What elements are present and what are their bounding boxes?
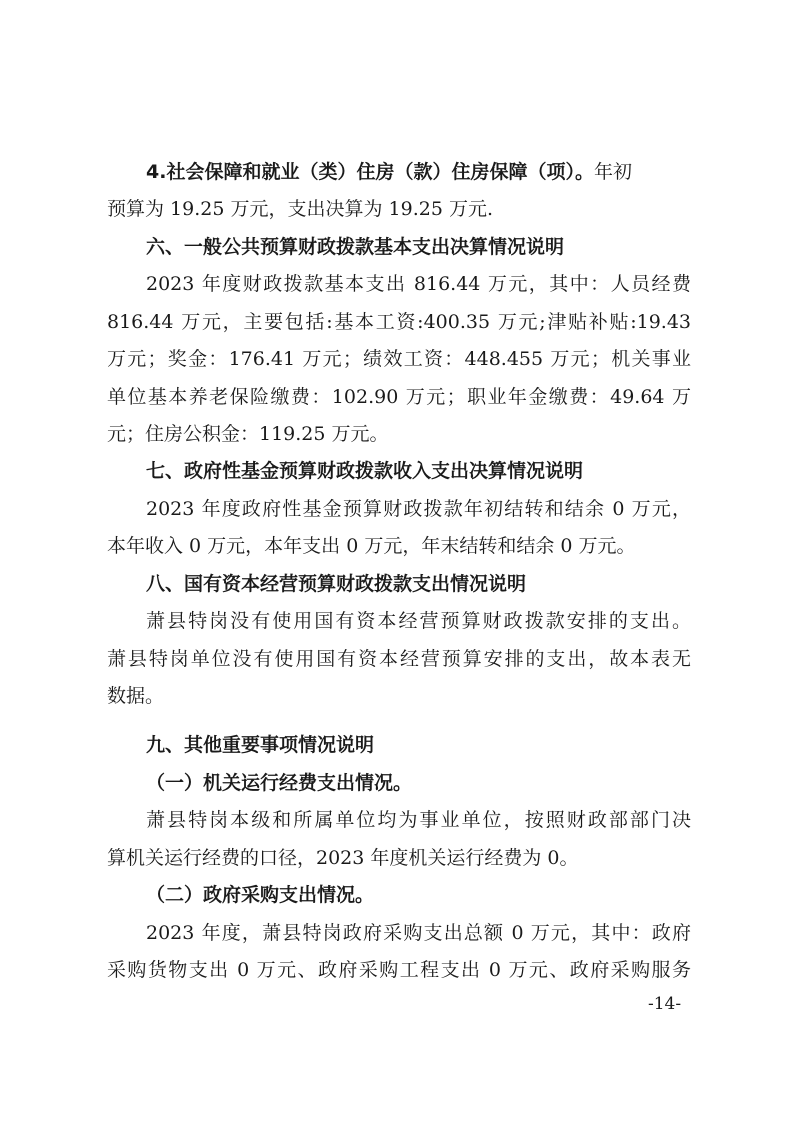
section-7-paragraph-line: 2023 年度政府性基金预算财政拨款年初结转和结余 0 万元， <box>146 498 691 520</box>
section-6-paragraph-line: 万元；奖金：176.41 万元；绩效工资：448.455 万元；机关事业 <box>107 348 691 370</box>
section-6-paragraph-line: 元；住房公积金：119.25 万元。 <box>107 423 389 445</box>
section-8-paragraph-line: 萧县特岗单位没有使用国有资本经营预算安排的支出，故本表无 <box>107 648 691 670</box>
page-number: -14- <box>648 994 682 1014</box>
section-6-paragraph-line: 816.44 万元，主要包括:基本工资:400.35 万元;津贴补贴:19.43 <box>107 311 691 333</box>
subsection-2-heading: （二）政府采购支出情况。 <box>146 884 375 906</box>
subsection-2-paragraph-line: 采购货物支出 0 万元、政府采购工程支出 0 万元、政府采购服务 <box>107 959 691 981</box>
section-6-paragraph-line: 单位基本养老保险缴费：102.90 万元；职业年金缴费：49.64 万 <box>107 386 691 408</box>
section-4-line-2: 预算为 19.25 万元，支出决算为 19.25 万元. <box>107 198 493 220</box>
subsection-2-paragraph-line: 2023 年度，萧县特岗政府采购支出总额 0 万元，其中：政府 <box>146 922 691 944</box>
subsection-1-heading: （一）机关运行经费支出情况。 <box>146 772 413 794</box>
section-4-first-line <box>146 154 691 190</box>
section-7-paragraph-line: 本年收入 0 万元，本年支出 0 万元，年末结转和结余 0 万元。 <box>107 535 636 557</box>
section-8-heading: 八、国有资本经营预算财政拨款支出情况说明 <box>146 573 527 595</box>
section-8-paragraph-line: 萧县特岗没有使用国有资本经营预算财政拨款安排的支出。 <box>146 610 691 632</box>
section-7-heading: 七、政府性基金预算财政拨款收入支出决算情况说明 <box>146 460 584 482</box>
section-9-heading: 九、其他重要事项情况说明 <box>146 734 375 756</box>
section-4-text: 年初 <box>593 161 632 183</box>
section-6-heading: 六、一般公共预算财政拨款基本支出决算情况说明 <box>146 236 565 258</box>
section-4-title: 4.社会保障和就业（类）住房（款）住房保障（项）。 <box>146 161 594 183</box>
section-6-paragraph-line: 2023 年度财政拨款基本支出 816.44 万元，其中：人员经费 <box>146 273 691 295</box>
section-8-paragraph-line: 数据。 <box>107 685 165 707</box>
subsection-1-paragraph-line: 萧县特岗本级和所属单位均为事业单位，按照财政部部门决 <box>146 809 691 831</box>
subsection-1-paragraph-line: 算机关运行经费的口径，2023 年度机关运行经费为 0。 <box>107 847 579 869</box>
